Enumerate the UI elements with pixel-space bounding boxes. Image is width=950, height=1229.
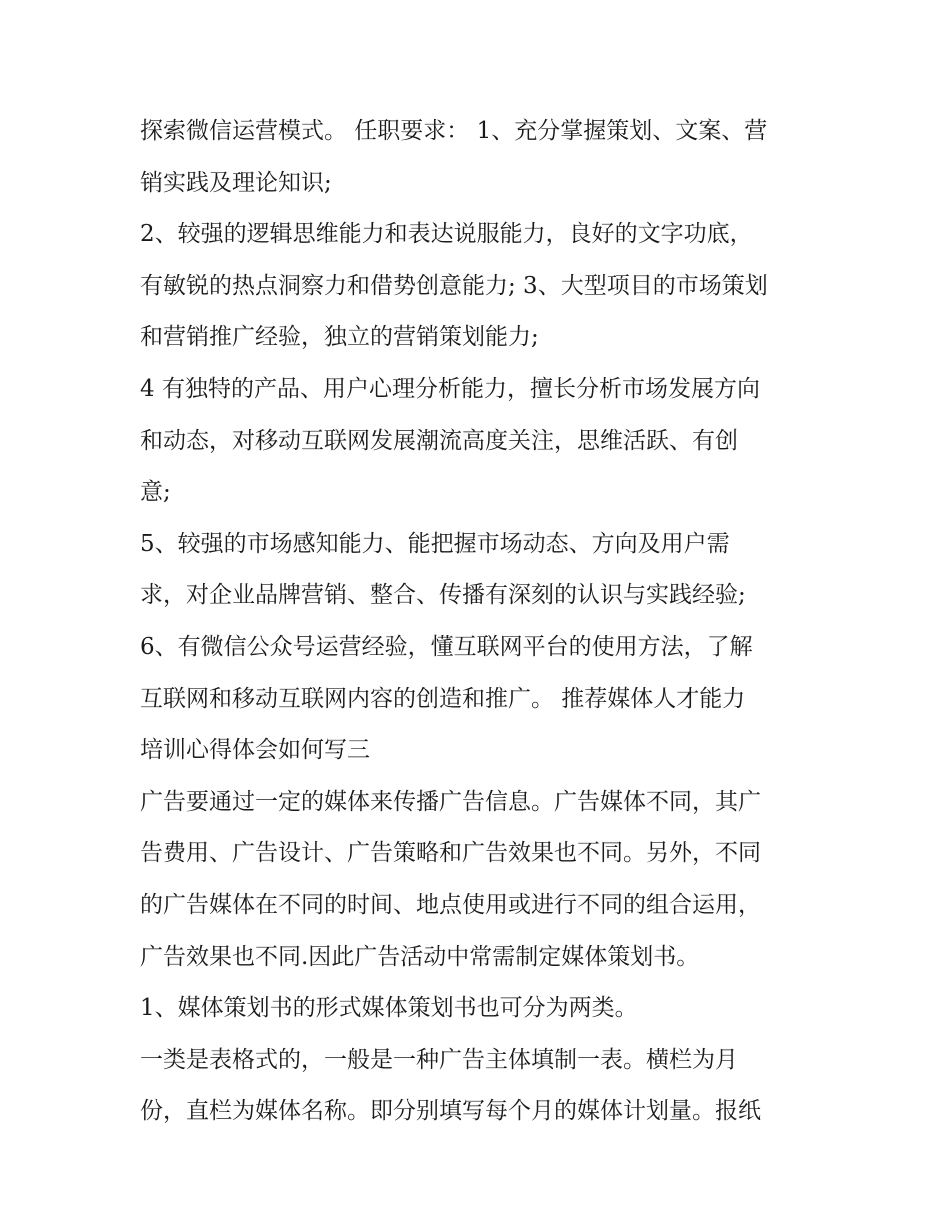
text-line: 6、有微信公众号运营经验，懂互联网平台的使用方法，了解 [140, 633, 753, 660]
text-line: 有敏锐的热点洞察力和借势创意能力; 3、大型项目的市场策划 [140, 272, 768, 299]
document-body [140, 106, 820, 1138]
text-line: 份，直栏为媒体名称。即分别填写每个月的媒体计划量。报纸 [140, 1098, 761, 1125]
text-line: 和营销推广经验，独立的营销策划能力; [140, 324, 539, 351]
text-line: 1、媒体策划书的形式媒体策划书也可分为两类。 [140, 995, 638, 1022]
text-line: 4 有独特的产品、用户心理分析能力，擅长分析市场发展方向 [140, 375, 760, 402]
text-line: 广告要通过一定的媒体来传播广告信息。广告媒体不同，其广 [140, 788, 761, 815]
text-line: 5、较强的市场感知能力、能把握市场动态、方向及用户需 [140, 530, 730, 557]
text-line: 广告效果也不同.因此广告活动中常需制定媒体策划书。 [140, 943, 700, 970]
text-line: 互联网和移动互联网内容的创造和推广。 推荐媒体人才能力 [140, 685, 746, 712]
text-line: 的广告媒体在不同的时间、地点使用或进行不同的组合运用， [140, 891, 761, 918]
text-line: 和动态，对移动互联网发展潮流高度关注，思维活跃、有创 [140, 427, 738, 454]
text-line: 销实践及理论知识; [140, 169, 332, 196]
text-line: 告费用、广告设计、广告策略和广告效果也不同。另外，不同 [140, 840, 761, 867]
text-line: 一类是表格式的，一般是一种广告主体填制一表。横栏为月 [140, 1046, 738, 1073]
text-line: 探索微信运营模式。 任职要求： 1、充分掌握策划、文案、营 [140, 118, 768, 144]
text-line: 意; [140, 479, 171, 506]
text-line: 培训心得体会如何写三 [140, 737, 370, 764]
text-line: 2、较强的逻辑思维能力和表达说服能力，良好的文字功底， [140, 221, 753, 248]
text-line: 求，对企业品牌营销、整合、传播有深刻的认识与实践经验; [140, 582, 746, 609]
